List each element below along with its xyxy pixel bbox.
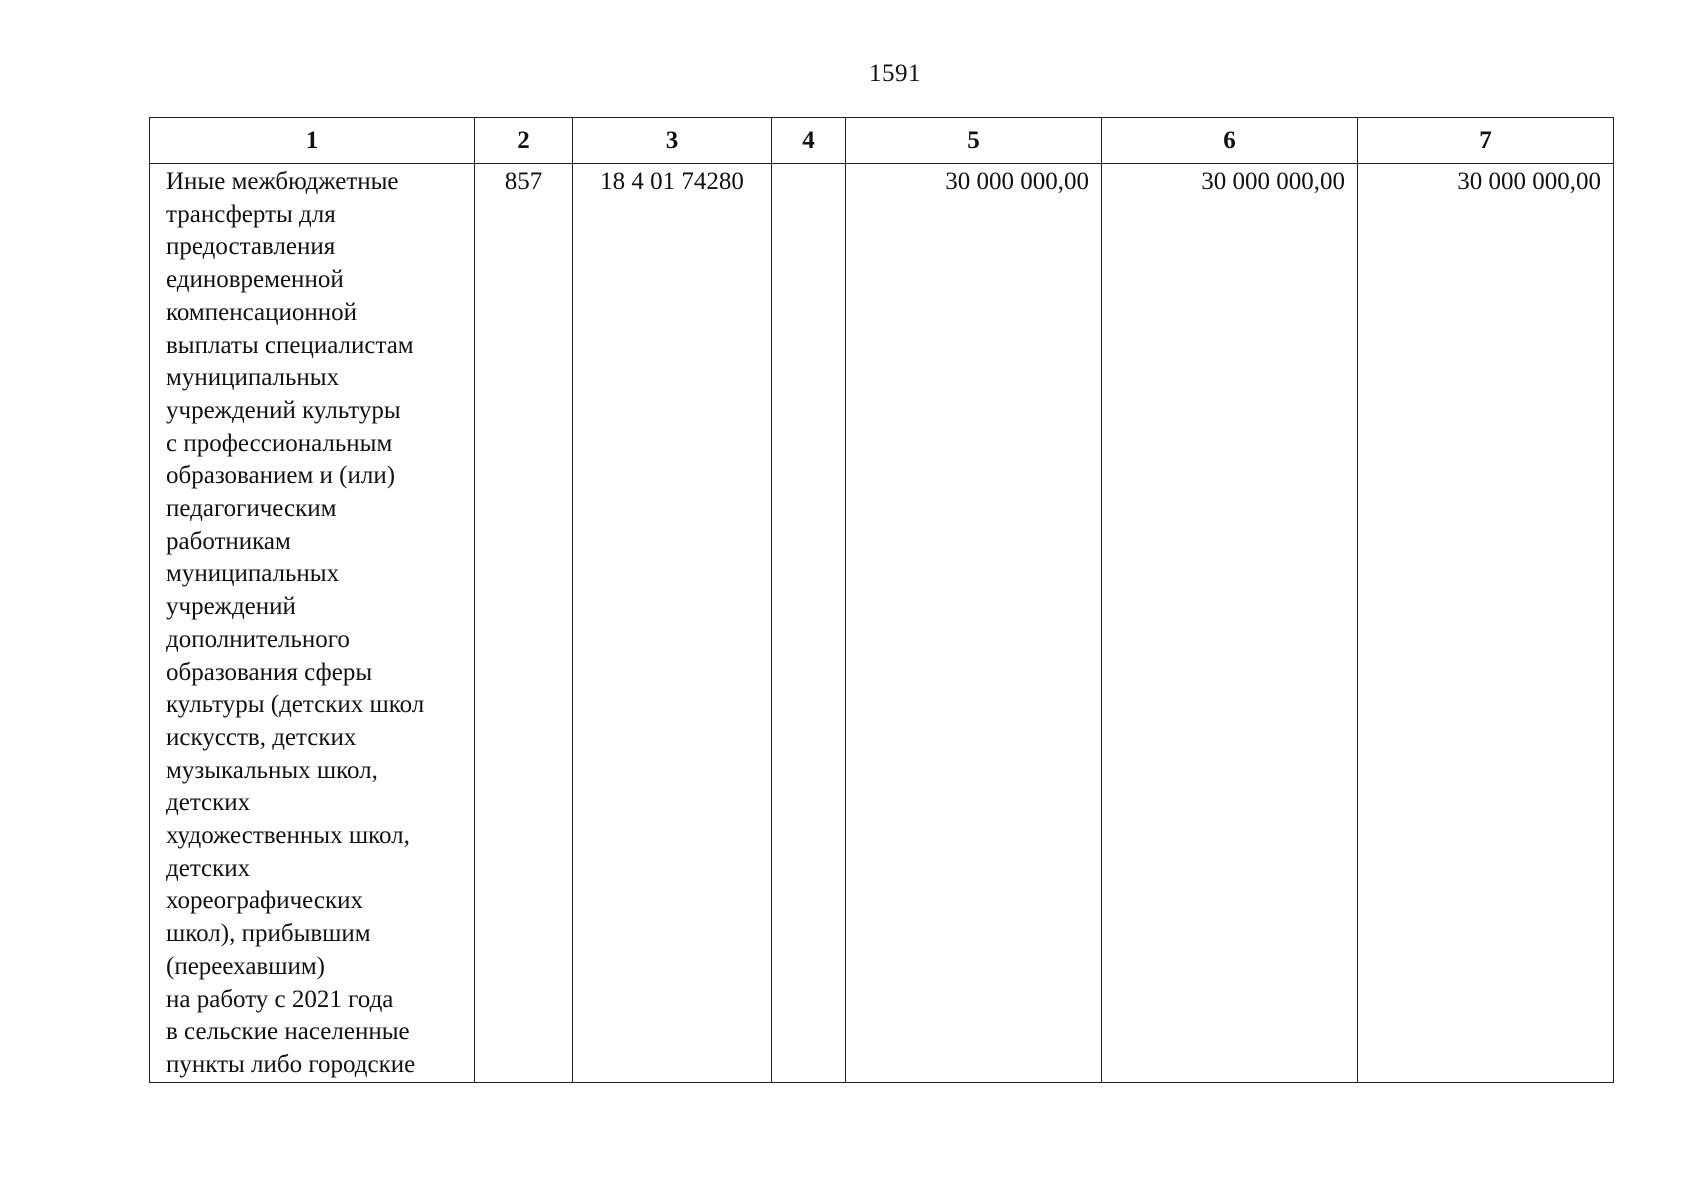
column-header-1: 1 [150,118,475,164]
column-header-7: 7 [1358,118,1614,164]
table-header-row [150,118,1614,164]
column-header-5: 5 [846,118,1102,164]
table-row [150,164,1614,1083]
row-column-4 [772,164,846,1083]
row-amount-column-5: 30 000 000,00 [846,164,1102,1083]
row-target-article-code: 18 4 01 74280 [573,164,772,1083]
page-number: 1591 [869,60,921,87]
column-header-6: 6 [1102,118,1358,164]
row-amount-column-7: 30 000 000,00 [1358,164,1614,1083]
budget-table [149,117,1614,1083]
column-header-2: 2 [475,118,573,164]
row-code-column-2: 857 [475,164,573,1083]
column-header-4: 4 [772,118,846,164]
row-description: Иные межбюджетные трансферты для предоставления единовременной компенсационной выплаты специалистам муниципальных учреждений культуры с профессиональным образованием и (или) педагогическим работникам муниципальных учреждений дополнительного образования сферы культуры (детских школ искусств, детских музыкальных школ, детских художественных школ, детских хореографических школ), прибывшим (переехавшим) на работу с 2021 года в сельские населенные пункты либо городские [150,164,475,1083]
column-header-3: 3 [573,118,772,164]
row-amount-column-6: 30 000 000,00 [1102,164,1358,1083]
